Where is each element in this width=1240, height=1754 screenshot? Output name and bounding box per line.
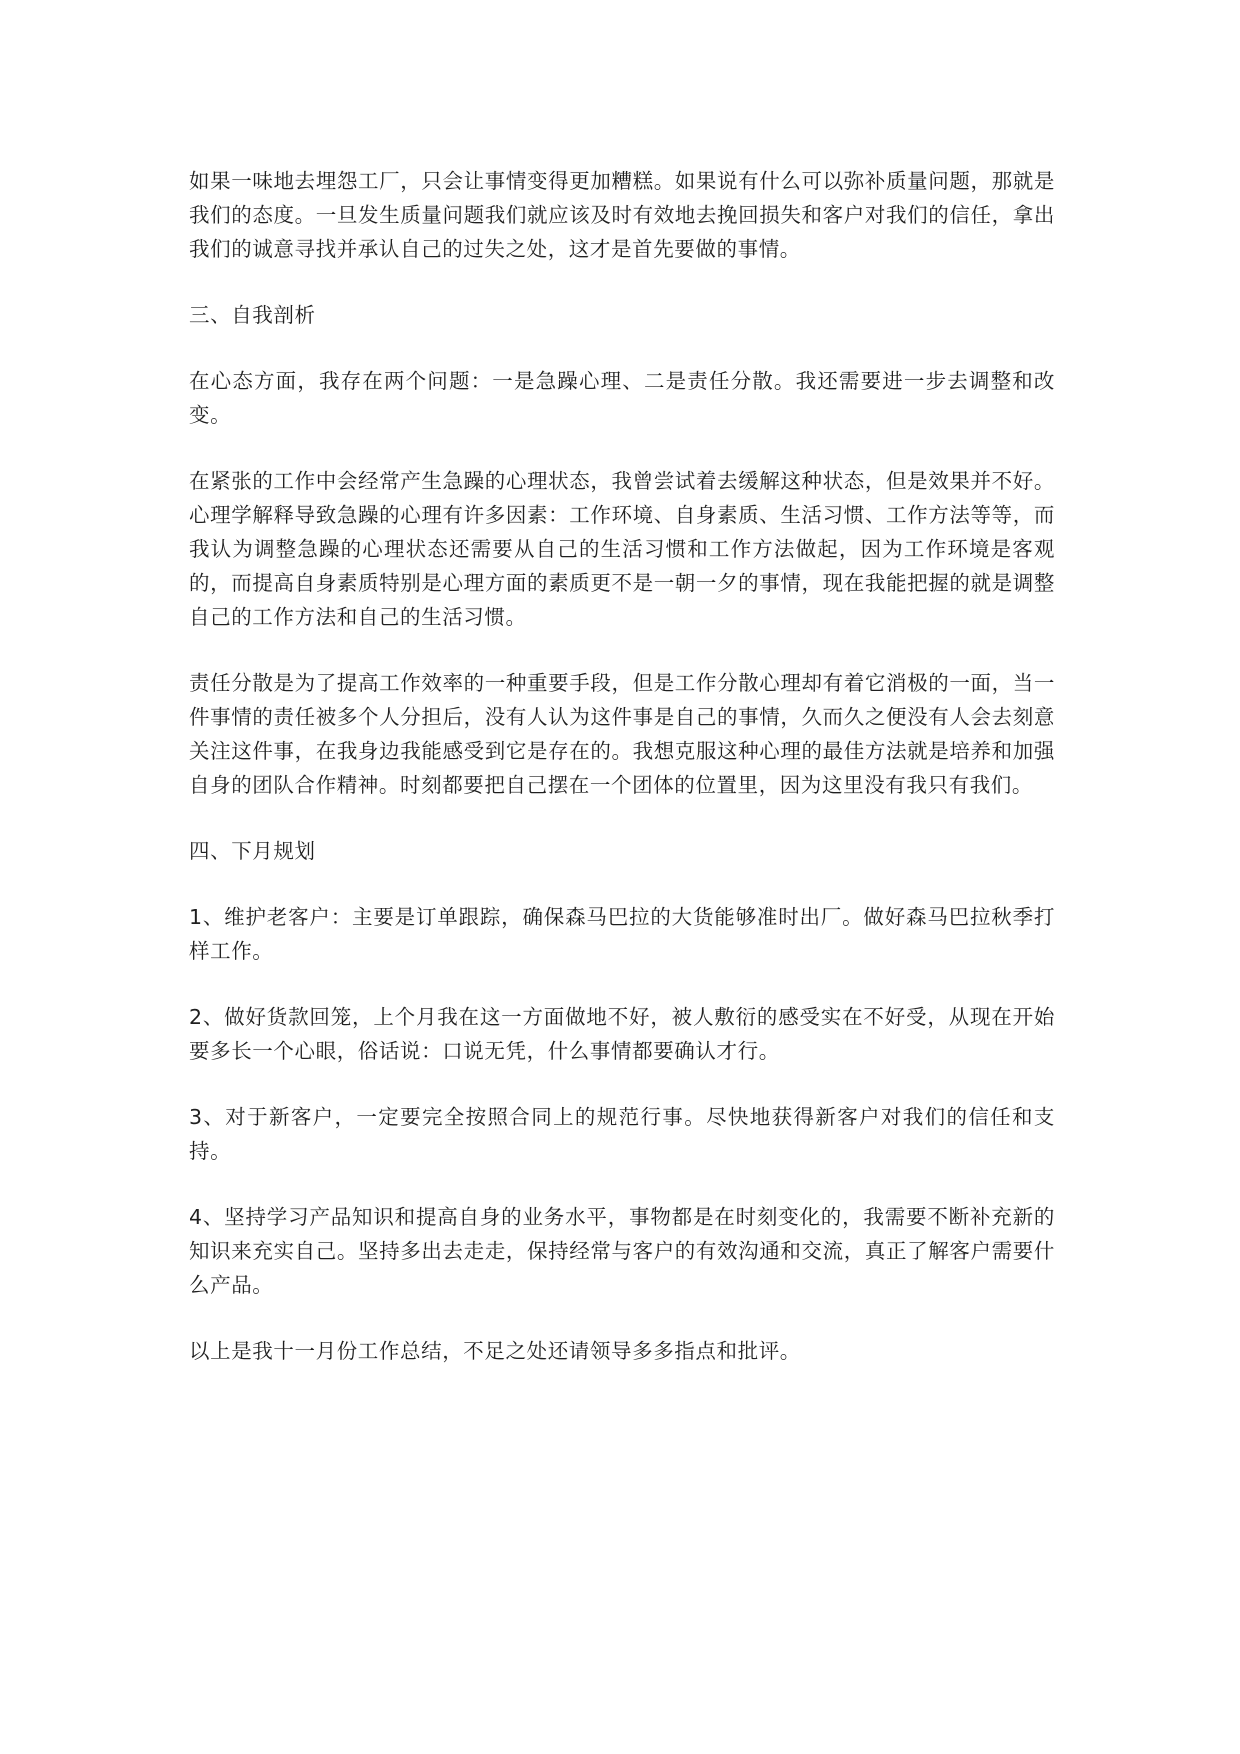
paragraph-mindset-problems: 在心态方面，我存在两个问题：一是急躁心理、二是责任分散。我还需要进一步去调整和改变。 [189,369,1055,427]
plan-item-2: 2、做好货款回笼，上个月我在这一方面做地不好，被人敷衍的感受实在不好受，从现在开始要多长一个心眼，俗话说：口说无凭，什么事情都要确认才行。 [189,1005,1055,1063]
section-heading-next-month-plan: 四、下月规划 [189,839,316,863]
closing-paragraph: 以上是我十一月份工作总结，不足之处还请领导多多指点和批评。 [189,1339,801,1363]
paragraph-impatience: 在紧张的工作中会经常产生急躁的心理状态，我曾尝试着去缓解这种状态，但是效果并不好。心理学解释导致急躁的心理有许多因素：工作环境、自身素质、生活习惯、工作方法等等，而我认为调整急躁的心理状态还需要从自己的生活习惯和工作方法做起，因为工作环境是客观的，而提高自身素质特别是心理方面的素质更不是一朝一夕的事情，现在我能把握的就是调整自己的工作方法和自己的生活习惯。 [189,469,1055,629]
section-heading-self-analysis: 三、自我剖析 [189,303,316,327]
paragraph-quality-attitude: 如果一味地去埋怨工厂，只会让事情变得更加糟糕。如果说有什么可以弥补质量问题，那就是我们的态度。一旦发生质量问题我们就应该及时有效地去挽回损失和客户对我们的信任，拿出我们的诚意寻找并承认自己的过失之处，这才是首先要做的事情。 [189,169,1055,261]
paragraph-responsibility-diffusion: 责任分散是为了提高工作效率的一种重要手段，但是工作分散心理却有着它消极的一面，当一件事情的责任被多个人分担后，没有人认为这件事是自己的事情，久而久之便没有人会去刻意关注这件事，在我身边我能感受到它是存在的。我想克服这种心理的最佳方法就是培养和加强自身的团队合作精神。时刻都要把自己摆在一个团体的位置里，因为这里没有我只有我们。 [189,671,1055,797]
plan-item-3: 3、对于新客户，一定要完全按照合同上的规范行事。尽快地获得新客户对我们的信任和支持。 [189,1105,1055,1163]
plan-item-1: 1、维护老客户：主要是订单跟踪，确保森马巴拉的大货能够准时出厂。做好森马巴拉秋季打样工作。 [189,905,1055,963]
plan-item-4: 4、坚持学习产品知识和提高自身的业务水平，事物都是在时刻变化的，我需要不断补充新的知识来充实自己。坚持多出去走走，保持经常与客户的有效沟通和交流，真正了解客户需要什么产品。 [189,1205,1055,1297]
document-body [189,164,1055,1368]
